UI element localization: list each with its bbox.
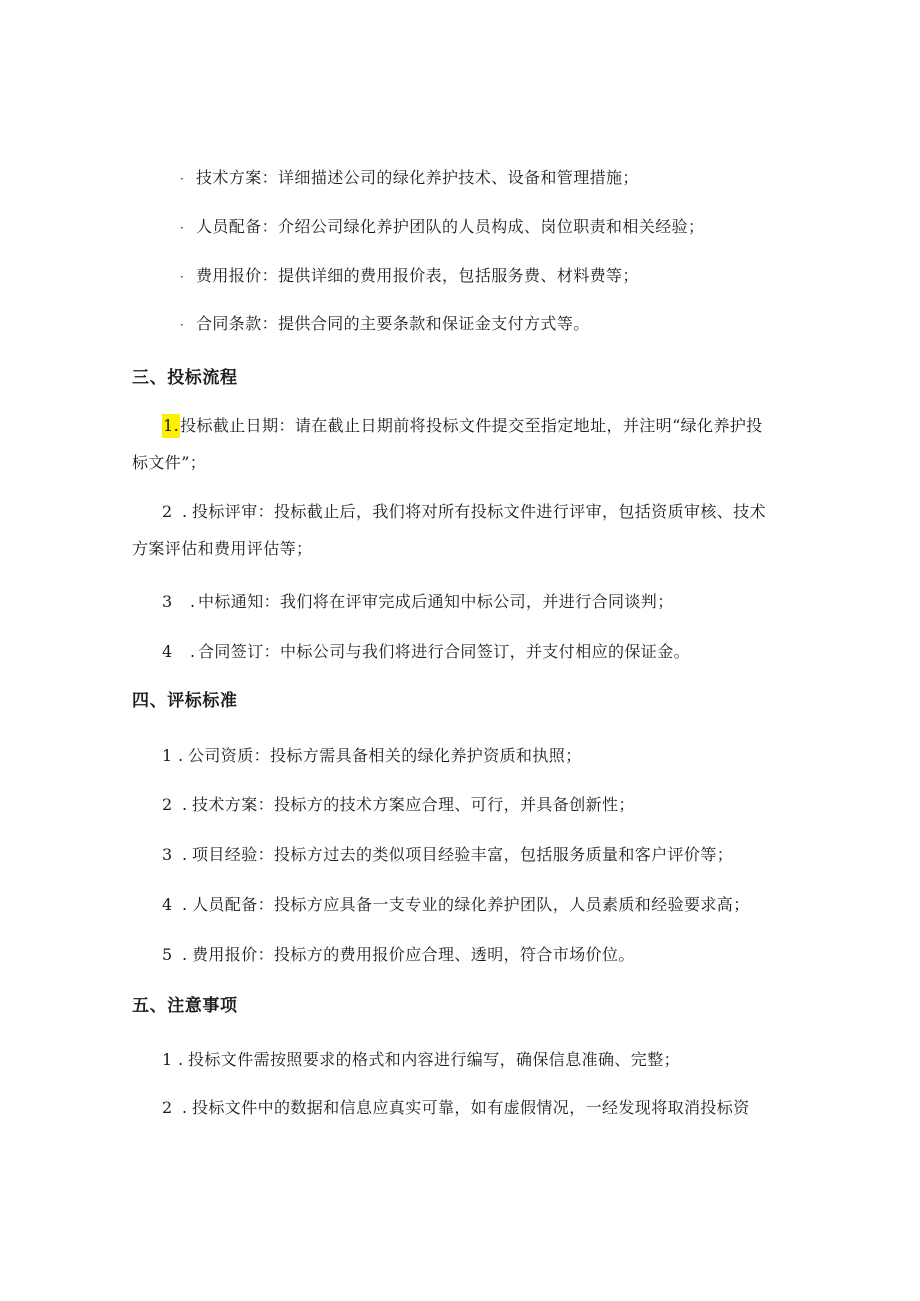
list-number: 4 [162, 895, 173, 914]
section-heading: 五、注意事项 [132, 996, 238, 1016]
list-separator: . [190, 592, 196, 611]
list-separator: . [190, 642, 196, 661]
bullet-marker: · [180, 221, 185, 235]
list-text: 投标评审：投标截止后，我们将对所有投标文件进行评审，包括资质审核、技术 [192, 502, 767, 521]
list-text: 投标文件中的数据和信息应真实可靠，如有虚假情况，一经发现将取消投标资 [192, 1098, 750, 1117]
section-heading: 三、投标流程 [132, 368, 238, 388]
list-item [162, 893, 750, 917]
bullet-item [180, 312, 590, 337]
list-text: 技术方案：投标方的技术方案应合理、可行，并具备创新性； [192, 795, 635, 814]
list-item [162, 843, 733, 867]
list-text: 投标文件需按照要求的格式和内容进行编写，确保信息准确、完整； [188, 1050, 681, 1069]
list-item [162, 1048, 680, 1072]
bullet-label: 费用报价： [196, 266, 279, 285]
list-text: 公司资质：投标方需具备相关的绿化养护资质和执照； [188, 746, 582, 765]
bullet-text: 提供详细的费用报价表，包括服务费、材料费等； [278, 266, 639, 285]
list-number: 3 [162, 845, 173, 864]
list-item [162, 943, 635, 967]
list-separator: . [182, 795, 188, 814]
list-item [162, 640, 690, 664]
list-text: 投标截止日期：请在截止日期前将投标文件提交至指定地址，并注明“绿化养护投 [180, 416, 763, 435]
list-item [162, 793, 635, 817]
list-number: 1 [162, 746, 173, 765]
section-heading: 四、评标标准 [132, 691, 238, 711]
list-separator: . [178, 1050, 184, 1069]
bullet-text: 提供合同的主要条款和保证金支付方式等。 [278, 314, 590, 333]
list-number: 1 [162, 1050, 173, 1069]
list-number: 2 [162, 795, 173, 814]
list-number: 4 [162, 642, 173, 661]
bullet-label: 人员配备： [196, 217, 279, 236]
list-item [162, 414, 763, 438]
list-number: 2 [162, 502, 173, 521]
list-text: 人员配备：投标方应具备一支专业的绿化养护团队，人员素质和经验要求高； [192, 895, 750, 914]
bullet-label: 技术方案： [196, 168, 279, 187]
list-item-continuation: 标文件”； [132, 453, 207, 472]
bullet-text: 介绍公司绿化养护团队的人员构成、岗位职责和相关经验； [278, 217, 705, 236]
list-item [162, 590, 674, 614]
list-separator: . [182, 895, 188, 914]
list-item [162, 1096, 750, 1120]
list-item [162, 500, 766, 524]
list-item-continuation: 方案评估和费用评估等； [132, 539, 313, 558]
list-separator: . [182, 945, 188, 964]
list-separator: . [182, 1098, 188, 1117]
bullet-marker: · [180, 318, 185, 332]
bullet-text: 详细描述公司的绿化养护技术、设备和管理措施； [278, 168, 639, 187]
list-text: 中标通知：我们将在评审完成后通知中标公司，并进行合同谈判； [198, 592, 674, 611]
list-text: 合同签订：中标公司与我们将进行合同签订，并支付相应的保证金。 [198, 642, 691, 661]
bullet-marker: · [180, 270, 185, 284]
list-number: 3 [162, 592, 173, 611]
list-number-highlighted: 1. [162, 414, 180, 438]
list-item [162, 744, 582, 768]
bullet-item [180, 215, 704, 240]
list-number: 5 [162, 945, 173, 964]
list-text: 费用报价：投标方的费用报价应合理、透明，符合市场价位。 [192, 945, 635, 964]
bullet-item [180, 264, 639, 289]
list-separator: . [182, 502, 188, 521]
bullet-item [180, 166, 639, 191]
list-separator: . [182, 845, 188, 864]
list-number: 2 [162, 1098, 173, 1117]
bullet-label: 合同条款： [196, 314, 279, 333]
list-text: 项目经验：投标方过去的类似项目经验丰富，包括服务质量和客户评价等； [192, 845, 734, 864]
list-separator: . [178, 746, 184, 765]
bullet-marker: · [180, 172, 185, 186]
